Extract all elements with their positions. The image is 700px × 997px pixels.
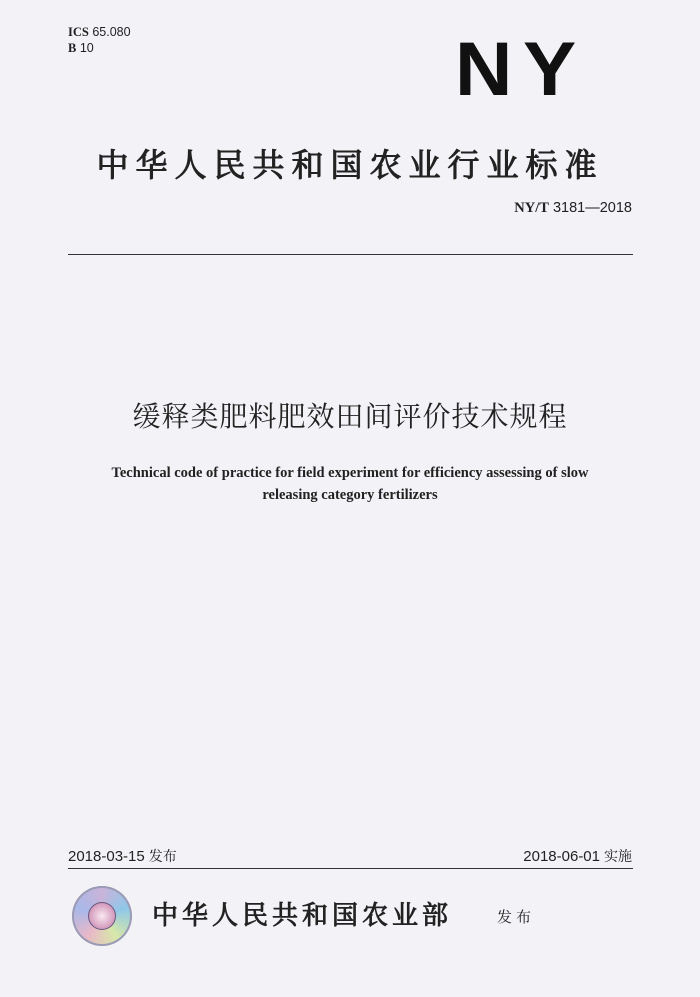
issue-label: 发布: [497, 908, 536, 926]
class-label: B: [68, 41, 77, 55]
implementation-date-label: 实施: [604, 849, 632, 865]
document-title-en-line2: releasing category fertilizers: [262, 487, 438, 503]
class-code: 10: [79, 41, 94, 55]
document-title-cn: 缓释类肥料肥效田间评价技术规程: [132, 400, 568, 433]
hologram-seal-icon: [72, 886, 132, 946]
standard-code-prefix: NY/T: [514, 200, 549, 216]
publish-date: [68, 846, 177, 866]
seal-center: [88, 902, 116, 930]
classification-block: [68, 24, 131, 56]
ics-label: ICS: [68, 25, 89, 39]
bottom-divider: [68, 868, 633, 869]
implementation-date: [523, 846, 632, 866]
issuing-ministry: 中华人民共和国农业部: [152, 901, 453, 931]
document-title-en: [60, 462, 640, 506]
ny-logo: NY: [455, 27, 588, 112]
ics-code: 65.080: [92, 25, 131, 39]
implementation-date-value: 2018-06-01: [523, 848, 600, 865]
publish-date-value: 2018-03-15: [68, 848, 145, 865]
ics-line: [68, 24, 131, 40]
top-divider: [68, 254, 633, 255]
class-line: [68, 40, 131, 56]
standard-code: [514, 200, 632, 217]
document-title-en-line1: Technical code of practice for field experiment for efficiency assessing of slow: [111, 465, 589, 481]
standard-code-number: 3181—2018: [552, 200, 632, 216]
standard-category-title: 中华人民共和国农业行业标准: [96, 146, 604, 184]
publish-date-label: 发布: [148, 849, 177, 865]
